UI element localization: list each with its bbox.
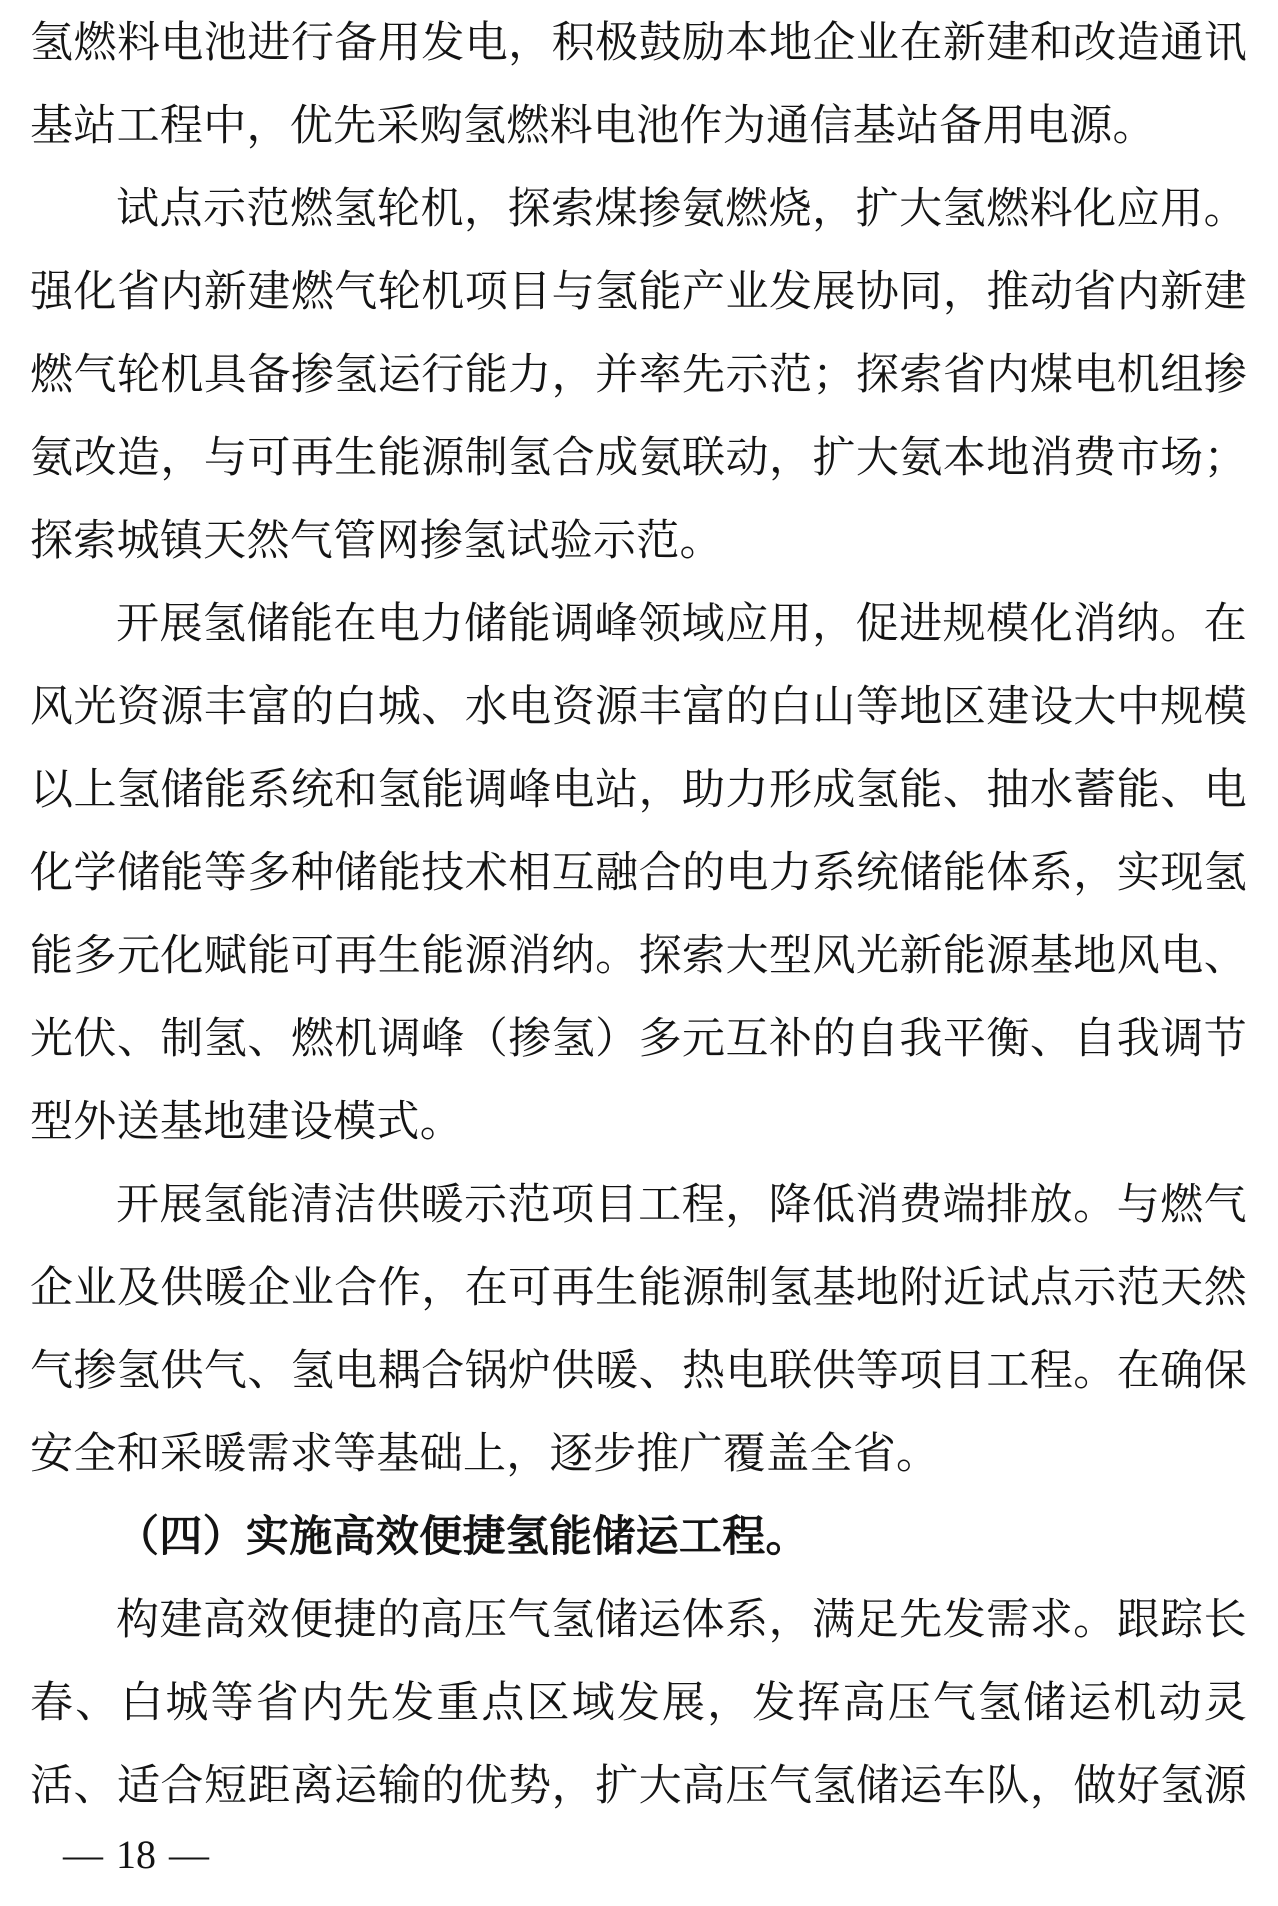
body-text-line: 开展氢能清洁供暖示范项目工程，降低消费端排放。与燃气	[116, 1182, 1247, 1229]
body-text-line: 型外送基地建设模式。	[30, 1099, 463, 1146]
body-text-line: 燃气轮机具备掺氢运行能力，并率先示范；探索省内煤电机组掺	[30, 352, 1247, 399]
body-text-line: 以上氢储能系统和氢能调峰电站，助力形成氢能、抽水蓄能、电	[30, 767, 1247, 814]
page-footer	[63, 1833, 209, 1877]
body-text-line: 氨改造，与可再生能源制氢合成氨联动，扩大氨本地消费市场；	[30, 435, 1247, 482]
body-text-line: 气掺氢供气、氢电耦合锅炉供暖、热电联供等项目工程。在确保	[30, 1348, 1247, 1395]
body-text-line: 能多元化赋能可再生能源消纳。探索大型风光新能源基地风电、	[30, 933, 1247, 980]
body-text-line: 氢燃料电池进行备用发电，积极鼓励本地企业在新建和改造通讯	[30, 20, 1247, 67]
footer-dash-right: —	[169, 1832, 209, 1877]
body-text-line: 春、白城等省内先发重点区域发展，发挥高压气氢储运机动灵	[30, 1680, 1247, 1727]
body-text-line: 企业及供暖企业合作，在可再生能源制氢基地附近试点示范天然	[30, 1265, 1247, 1312]
page-number: 18	[116, 1832, 156, 1877]
body-text-line: 安全和采暖需求等基础上，逐步推广覆盖全省。	[30, 1431, 940, 1478]
body-text-line: 光伏、制氢、燃机调峰（掺氢）多元互补的自我平衡、自我调节	[30, 1016, 1247, 1063]
body-text-line: 风光资源丰富的白城、水电资源丰富的白山等地区建设大中规模	[30, 684, 1247, 731]
footer-dash-left: —	[63, 1832, 103, 1877]
section-heading: （四）实施高效便捷氢能储运工程。	[116, 1514, 809, 1561]
body-text-line: 开展氢储能在电力储能调峰领域应用，促进规模化消纳。在	[116, 601, 1247, 648]
body-text-line: 基站工程中，优先采购氢燃料电池作为通信基站备用电源。	[30, 103, 1156, 150]
body-text-line: 活、适合短距离运输的优势，扩大高压气氢储运车队，做好氢源	[30, 1763, 1247, 1810]
body-text-line: 试点示范燃氢轮机，探索煤掺氨燃烧，扩大氢燃料化应用。	[116, 186, 1247, 233]
body-text-line: 构建高效便捷的高压气氢储运体系，满足先发需求。跟踪长	[116, 1597, 1247, 1644]
body-text-line: 强化省内新建燃气轮机项目与氢能产业发展协同，推动省内新建	[30, 269, 1247, 316]
body-text-line: 化学储能等多种储能技术相互融合的电力系统储能体系，实现氢	[30, 850, 1247, 897]
body-text-line: 探索城镇天然气管网掺氢试验示范。	[30, 518, 723, 565]
document-page	[30, 2, 1247, 1828]
